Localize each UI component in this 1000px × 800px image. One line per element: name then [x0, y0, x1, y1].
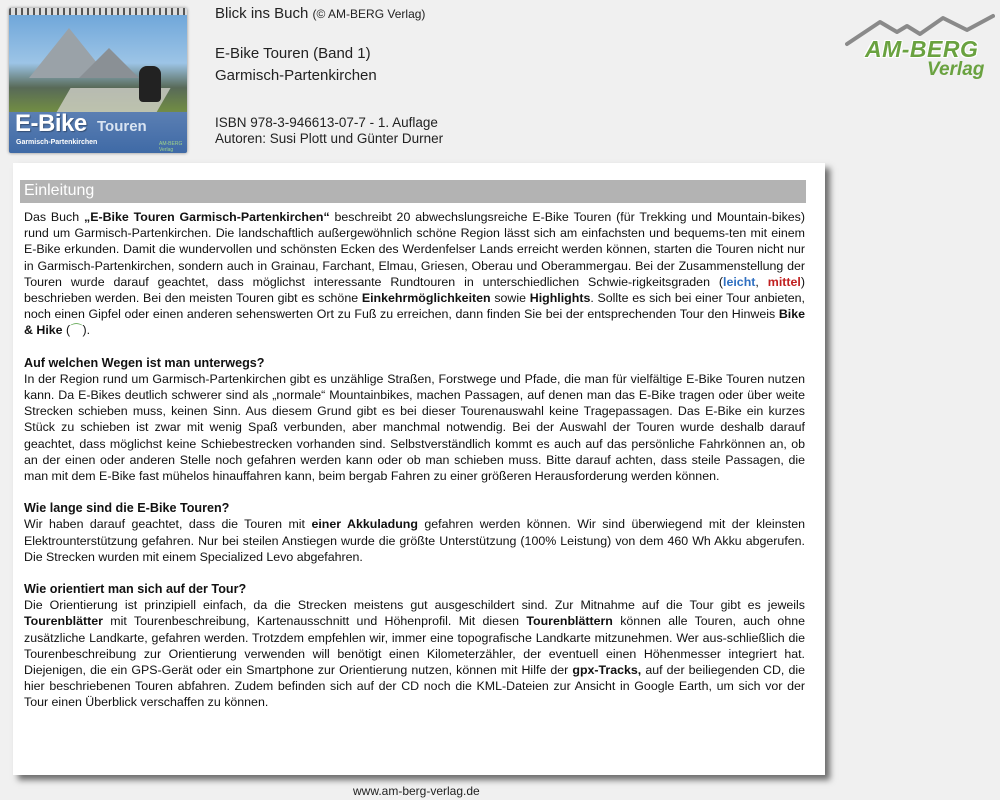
orientation-paragraph: Die Orientierung ist prinzipiell einfach, da die Strecken meistens gut ausgeschildert sind. Zur Mitnahme auf die Tour gibt es jeweils Tourenblätter mit Tourenbeschreibung, Kartenausschnitt und Höhenprofil. Mit diesen Tourenblättern können alle Touren, auch ohne zusätzliche Landkarte, gefahren werden. Trotzdem empfehlen wir, immer eine topografische Landkarte mitzunehmen. Wer aus-schließlich die Tourenbeschreibung zur Orientierung verwenden will benötigt einen Kilometerzähler, der eventuell einen Höhenmesser integriert hat. Diejenigen, die ein GPS-Gerät oder ein Smartphone zur Orientierung nutzen, können mit Hilfe der gpx-Tracks, auf der beiliegenden CD, die hier beschriebenen Touren abfahren. Zudem befinden sich auf der CD noch die KML-Dateien zur Ansicht in Google Earth, um sich vor der Tour einen Überblick verschaffen zu können. — [24, 598, 805, 710]
book-page — [13, 163, 825, 775]
cover-spiral-binding — [9, 8, 187, 15]
difficulty-easy: leicht — [723, 274, 756, 289]
cover-title-side: Touren — [97, 118, 147, 135]
page-content — [24, 209, 805, 711]
authors-line: Autoren: Susi Plott und Günter Durner — [215, 131, 444, 146]
logo-line-1: AM-BERG — [865, 36, 979, 62]
publisher-note: (© AM-BERG Verlag) — [312, 7, 426, 21]
logo-line-2: Verlag — [927, 59, 985, 80]
duration-paragraph: Wir haben darauf geachtet, dass die Touren mit einer Akkuladung gefahren werden können. Wir sind überwiegend mit der kleinsten Elektrounterstützung gefahren. Nur bei steilen Anstiegen wurde die größte Unterstützung (100% Leistung) von dem 460 Wh Akku abgerufen. Die Strecken wurden mit einem Specialized Levo abgefahren. — [24, 517, 805, 564]
book-cover-image — [9, 8, 187, 153]
section-heading-paths: Auf welchen Wegen ist man unterwegs? — [24, 355, 265, 370]
cover-mountain-2 — [79, 48, 139, 78]
publisher-logo — [845, 10, 995, 85]
section-heading-orientation: Wie orientiert man sich auf der Tour? — [24, 582, 247, 597]
difficulty-medium: mittel — [767, 274, 801, 289]
cover-logo: AM-BERG Verlag — [159, 141, 183, 153]
preview-heading — [215, 5, 425, 22]
section-heading-duration: Wie lange sind die E-Bike Touren? — [24, 501, 230, 516]
cover-cyclist — [139, 66, 161, 102]
footer-url[interactable]: www.am-berg-verlag.de — [353, 784, 480, 798]
book-subtitle: Garmisch-Partenkirchen — [215, 67, 377, 84]
preview-label: Blick ins Buch — [215, 5, 309, 22]
section-header-bar — [20, 180, 806, 203]
paths-paragraph: In der Region rund um Garmisch-Partenkirchen gibt es unzählige Straßen, Forstwege und Pfade, die man für vielfältige E-Bike Touren nutzen kann. Da E-Bikes deutlich schwerer sind als „normale“ Mountainbikes, machen Passagen, auf denen man das E-Bike tragen oder über weite Strecken schieben muss, keinen Sinn. Aus diesem Grund gibt es bei dieser Tourenauswahl keine Tragepassagen. Das E-Bike ein kurzes Stück zu schieben ist zwar mit wenig Spaß verbunden, aber manchmal notwendig. Bei der Auswahl der Touren wurde deshalb darauf geachtet, dass möglichst keine Schiebestrecken vorhanden sind. Selbstverständlich kommt es auch auf das persönliche Fahrkönnen an, ob an der einen oder anderen Stelle noch gefahren werden kann oder ob man schieben muss. Bitte darauf achten, dass steile Passagen, die man mit dem E-Bike fast mühelos hinauffahren kann, beim bergab Fahren zu einer größeren Herausforderung werden können. — [24, 371, 805, 484]
intro-paragraph: Das Buch „E-Bike Touren Garmisch-Partenkirchen“ beschreibt 20 abwechslungsreiche E-Bike Touren (für Trekking und Mountain-bikes) rund um Garmisch-Partenkirchen. Die landschaftlich außergewöhnlich schöne Region lässt sich am einfachsten und bequems-ten mit einem E-Bike erkunden. Damit die wundervollen und schönsten Ecken des Werdenfelser Lands erreicht werden können, starten die Touren nicht nur in Garmisch-Partenkirchen, sondern auch in Grainau, Farchant, Elmau, Griesen, Oberau und Oberammergau. Bei der Zusammenstellung der Touren wurde darauf geachtet, dass möglichst interessante Rundtouren in unterschiedlichen Schwie-rigkeitsgraden (leicht, mittel) beschrieben werden. Bei den meisten Touren gibt es schöne Einkehrmöglichkeiten sowie Highlights. Sollte es sich bei einer Tour anbieten, noch einen Gipfel oder einen anderen sehenswerten Ort zu Fuß zu erreichen, dann finden Sie bei der entsprechenden Tour den Hinweis Bike & Hike (⌒). — [24, 210, 805, 338]
cover-title-main: E-Bike — [15, 110, 87, 137]
book-title: E-Bike Touren (Band 1) — [215, 45, 371, 62]
cover-region: Garmisch-Partenkirchen — [16, 139, 98, 146]
isbn-line: ISBN 978-3-946613-07-7 - 1. Auflage — [215, 115, 438, 130]
section-title: Einleitung — [24, 182, 95, 199]
hike-icon: ⌒ — [70, 323, 83, 338]
